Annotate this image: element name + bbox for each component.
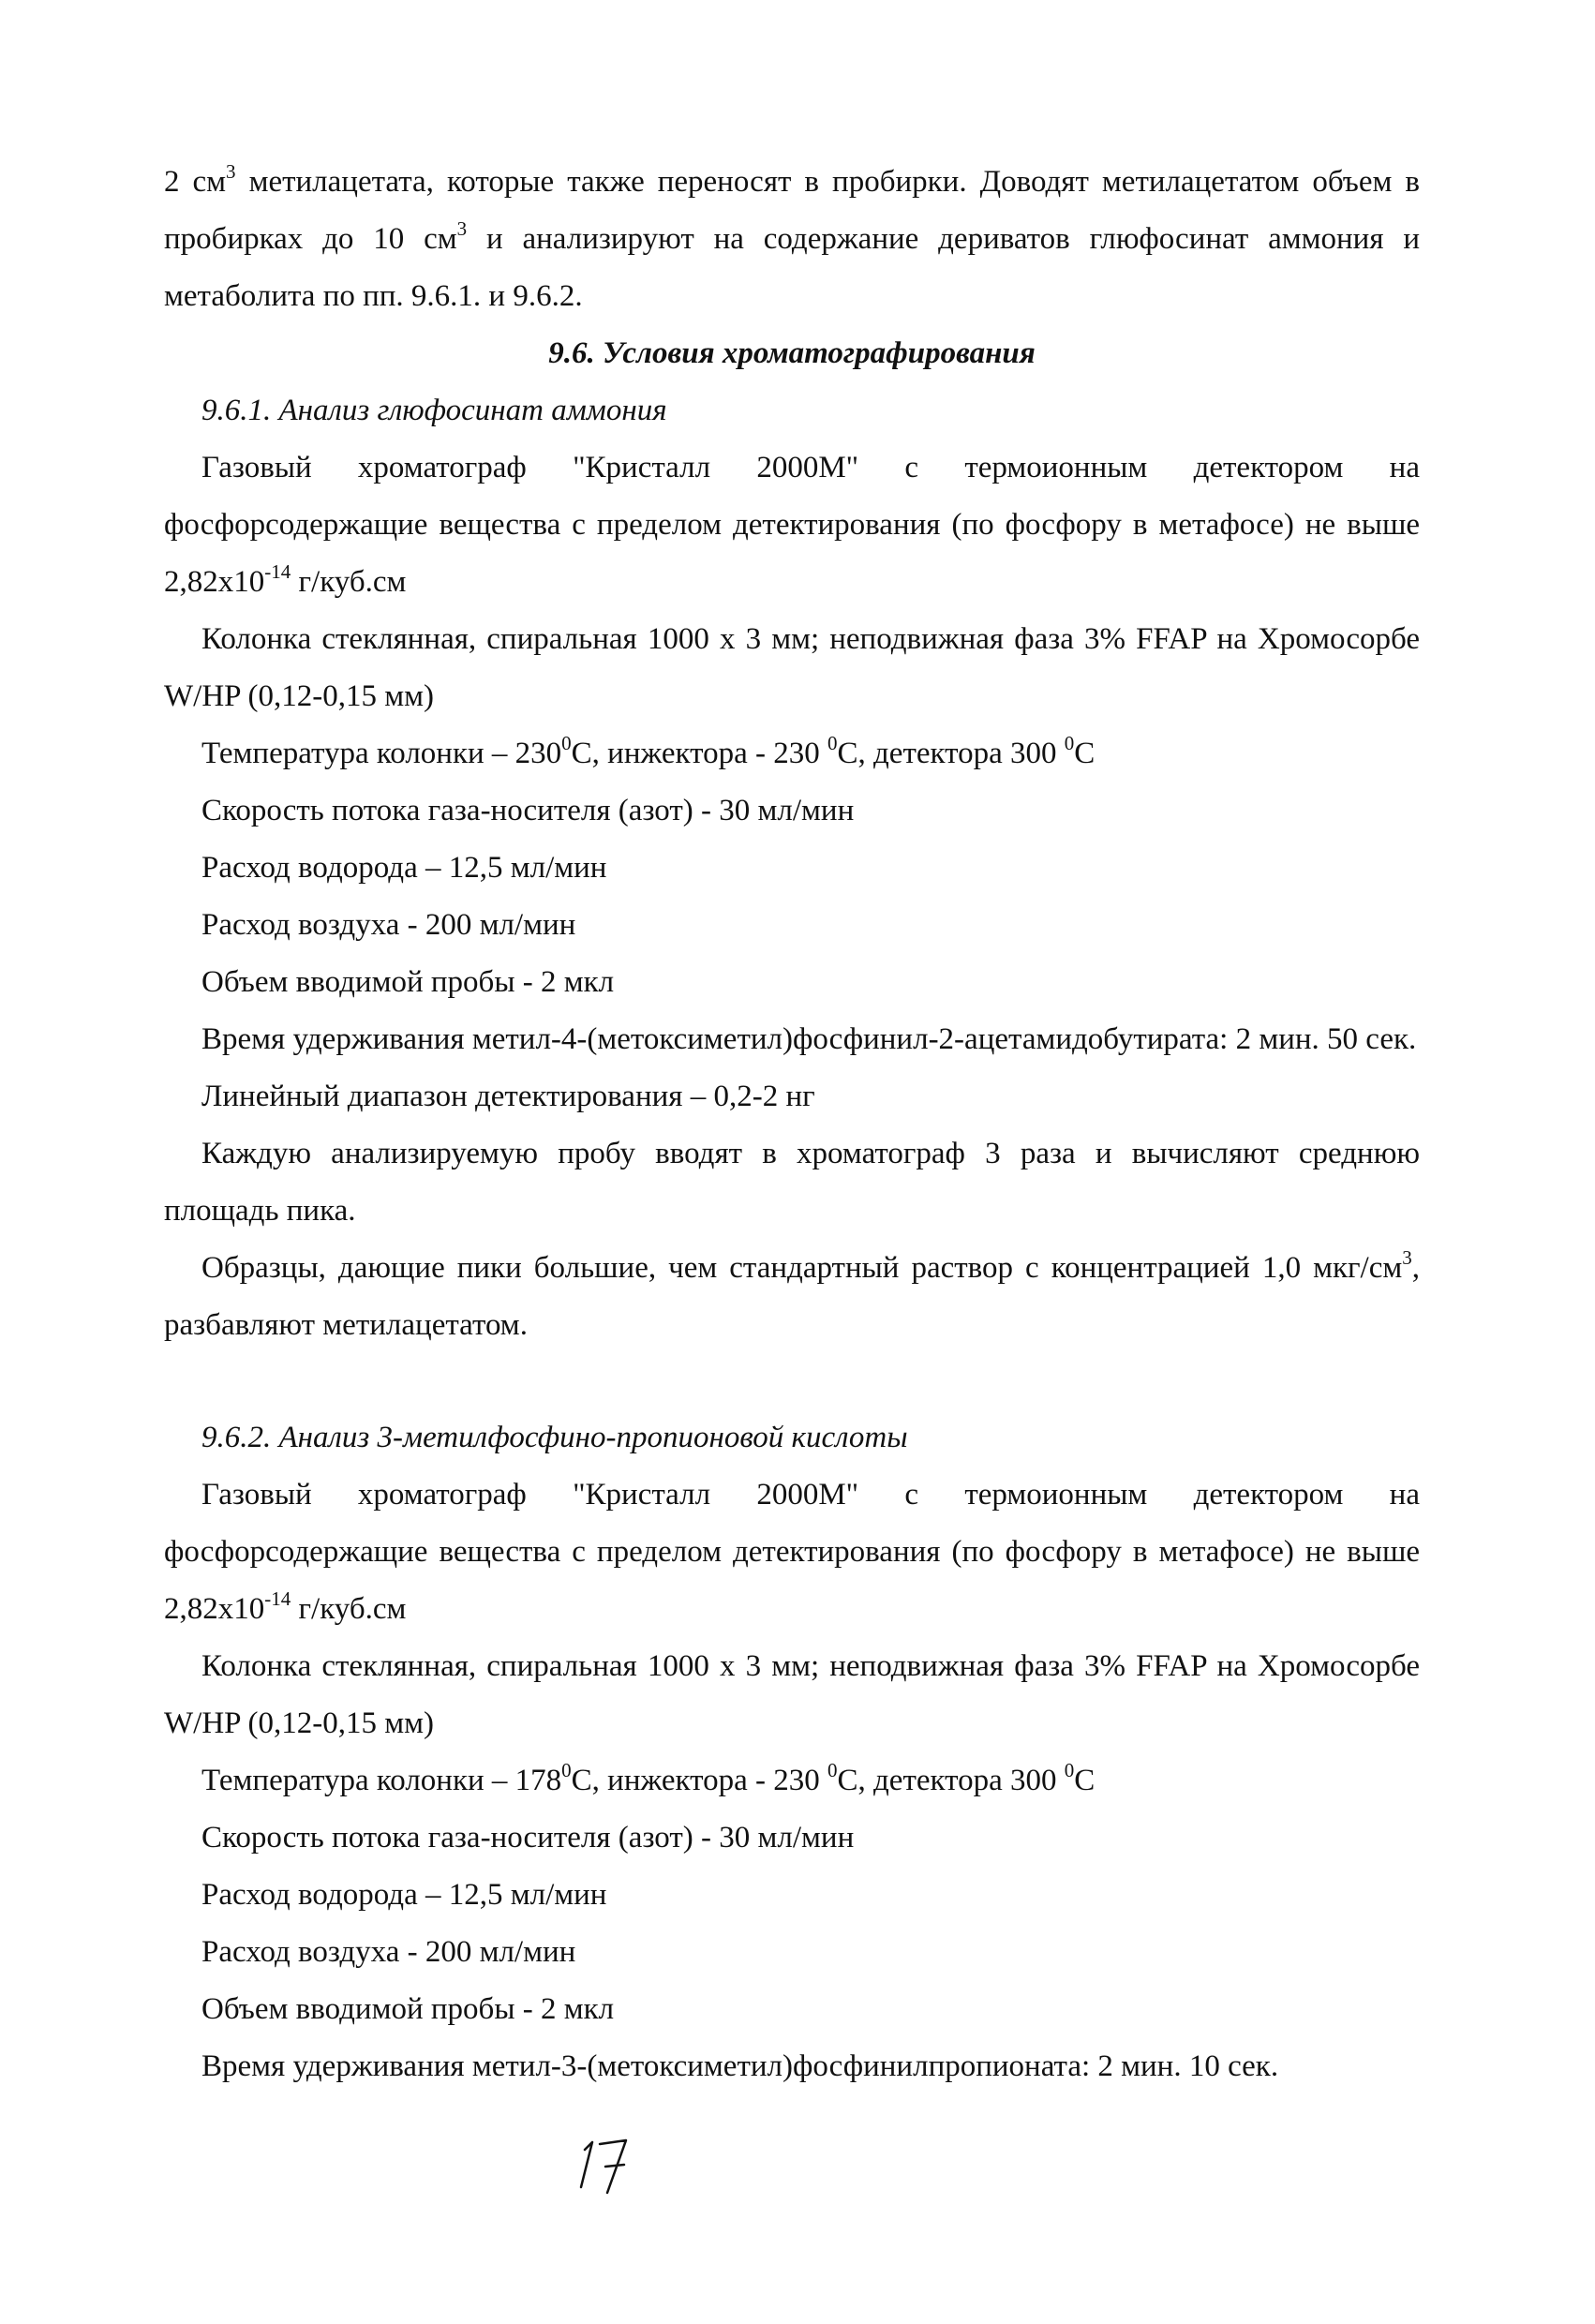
chromatograph-text: г/куб.см bbox=[291, 565, 407, 599]
retention-paragraph: Время удерживания метил-3-(метоксиметил)фосфинилпропионата: 2 мин. 10 сек. bbox=[201, 2049, 1279, 2083]
temperature-text: Температура колонки – 230 bbox=[201, 737, 562, 770]
superscript: 0 bbox=[561, 1759, 572, 1781]
samples-dilution-paragraph bbox=[164, 1240, 1420, 1354]
intro-text-part: 2 см bbox=[164, 165, 227, 199]
hydrogen-paragraph: Расход водорода – 12,5 мл/мин bbox=[201, 1878, 607, 1912]
section-heading-block bbox=[164, 325, 1420, 382]
superscript: 0 bbox=[1064, 1759, 1075, 1781]
intro-text bbox=[164, 154, 1420, 325]
hydrogen-paragraph: Расход водорода – 12,5 мл/мин bbox=[201, 851, 607, 885]
temperature-paragraph bbox=[164, 1752, 1420, 1810]
superscript: -14 bbox=[264, 560, 291, 583]
superscript: 0 bbox=[827, 1759, 838, 1781]
air-paragraph: Расход воздуха - 200 мл/мин bbox=[201, 908, 576, 942]
carrier-gas-paragraph: Скорость потока газа-носителя (азот) - 30 мл/мин bbox=[201, 794, 855, 827]
temperature-text: С, детектора 300 bbox=[837, 737, 1065, 770]
page-number bbox=[572, 2133, 647, 2198]
temperature-text: С, инжектора - 230 bbox=[571, 1764, 827, 1797]
chromatograph-text: Газовый хроматограф "Кристалл 2000М" с термоионным детектором на фосфорсодержащие вещества с пределом детектирования (по фосфору в метафосе) не выше 2,82х10 bbox=[164, 1478, 1420, 1626]
temperature-text: Температура колонки – 178 bbox=[201, 1764, 562, 1797]
volume-paragraph: Объем вводимой пробы - 2 мкл bbox=[201, 1992, 615, 2026]
chromatograph-paragraph bbox=[164, 1467, 1420, 1638]
superscript: 3 bbox=[456, 217, 468, 240]
chromatograph-text: Газовый хроматограф "Кристалл 2000М" с термоионным детектором на фосфорсодержащие вещества с пределом детектирования (по фосфору в метафосе) не выше 2,82х10 bbox=[164, 451, 1420, 599]
retention-paragraph: Время удерживания метил-4-(метоксиметил)фосфинил-2-ацетамидобутирата: 2 мин. 50 сек. bbox=[201, 1022, 1417, 1056]
intro-paragraph bbox=[164, 154, 1420, 325]
column-paragraph: Колонка стеклянная, спиральная 1000 х 3 мм; неподвижная фаза 3% FFAP на Хромосорбе W/HP (0,12-0,15 мм) bbox=[164, 1649, 1420, 1740]
handwritten-page-number bbox=[572, 2133, 647, 2198]
intro-text-part: метилацетата, которые также переносят в пробирки. Доводят метилацетатом объем в пробирках до 10 см bbox=[164, 165, 1420, 256]
chromatograph-paragraph bbox=[164, 439, 1420, 611]
superscript: 0 bbox=[827, 732, 838, 754]
chromatograph-text: г/куб.см bbox=[291, 1592, 407, 1626]
air-paragraph: Расход воздуха - 200 мл/мин bbox=[201, 1935, 576, 1969]
carrier-gas-paragraph: Скорость потока газа-носителя (азот) - 30 мл/мин bbox=[201, 1821, 855, 1855]
intro-text-part: и анализируют на содержание дериватов глюфосинат аммония и метаболита по пп. 9.6.1. и 9.6.2. bbox=[164, 222, 1420, 313]
superscript: 0 bbox=[561, 732, 572, 754]
section-9-6-1 bbox=[164, 382, 1420, 1354]
temperature-text: С, инжектора - 230 bbox=[571, 737, 827, 770]
column-paragraph: Колонка стеклянная, спиральная 1000 х 3 мм; неподвижная фаза 3% FFAP на Хромосорбе W/HP (0,12-0,15 мм) bbox=[164, 622, 1420, 713]
superscript: 0 bbox=[1064, 732, 1075, 754]
section-heading: 9.6. Условия хроматографирования bbox=[548, 336, 1036, 370]
volume-paragraph: Объем вводимой пробы - 2 мкл bbox=[201, 965, 615, 999]
each-sample-paragraph: Каждую анализируемую пробу вводят в хроматограф 3 раза и вычисляют среднюю площадь пика. bbox=[164, 1137, 1420, 1228]
linear-range-paragraph: Линейный диапазон детектирования – 0,2-2 нг bbox=[201, 1080, 815, 1113]
subheading-9-6-2: 9.6.2. Анализ 3-метилфосфино-пропионовой кислоты bbox=[201, 1421, 908, 1454]
samples-text: , разбавляют метилацетатом. bbox=[164, 1251, 1420, 1342]
temperature-text: С, детектора 300 bbox=[837, 1764, 1065, 1797]
samples-text: Образцы, дающие пики большие, чем стандартный раствор с концентрацией 1,0 мкг/см bbox=[201, 1251, 1403, 1285]
superscript: 3 bbox=[226, 160, 236, 183]
subheading-9-6-1: 9.6.1. Анализ глюфосинат аммония bbox=[201, 394, 667, 427]
superscript: 3 bbox=[1402, 1246, 1412, 1269]
temperature-paragraph bbox=[164, 725, 1420, 782]
superscript: -14 bbox=[264, 1587, 291, 1610]
temperature-text: С bbox=[1074, 737, 1096, 770]
temperature-text: С bbox=[1074, 1764, 1096, 1797]
section-9-6-2 bbox=[164, 1409, 1420, 2095]
